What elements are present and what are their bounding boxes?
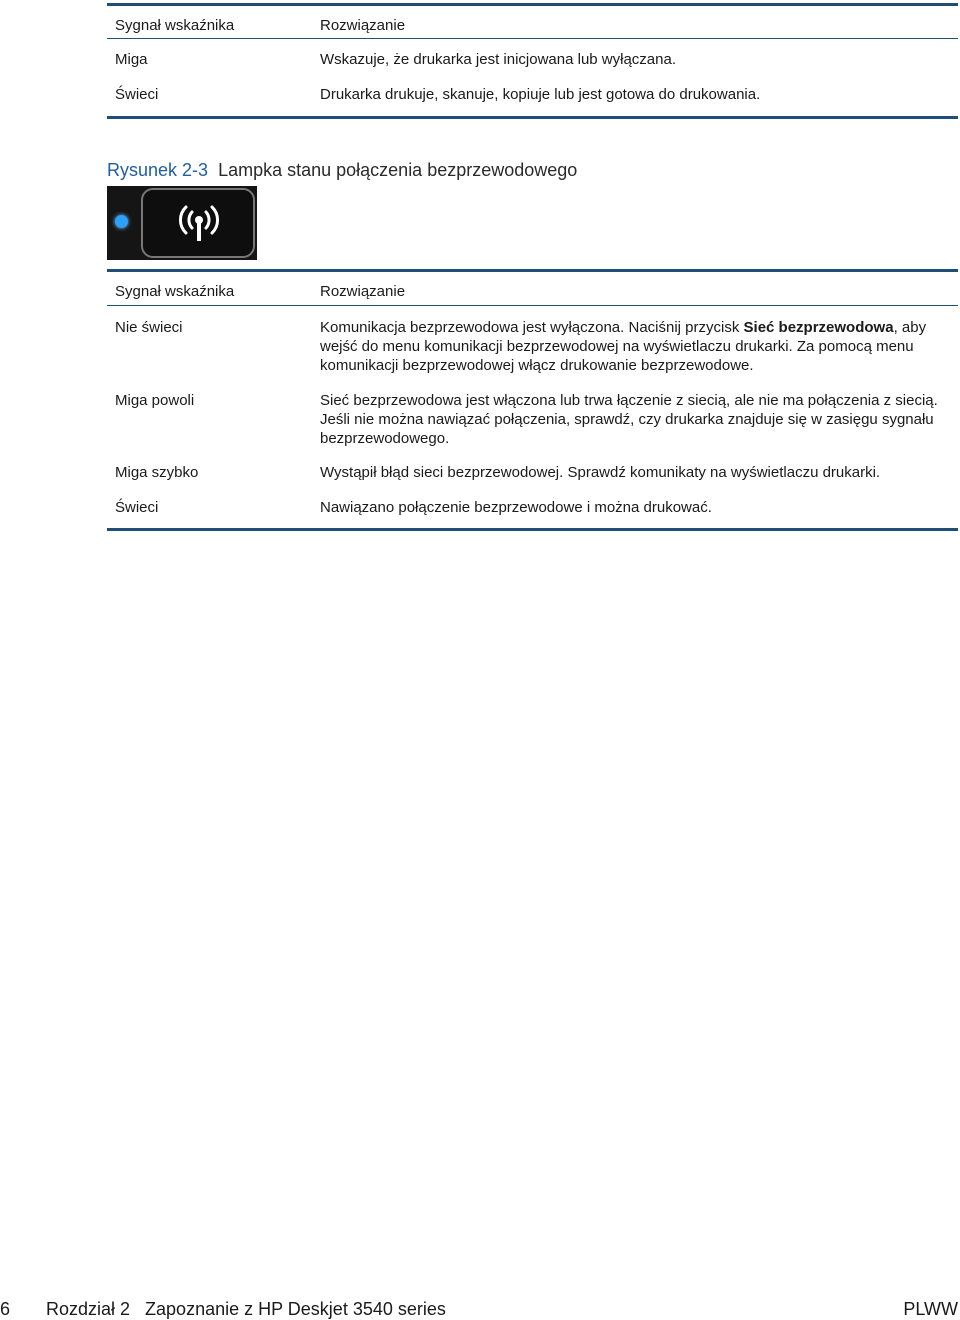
status-table-1 [107,3,958,119]
table-header-row [107,272,958,305]
header-solution: Rozwiązanie [320,17,406,34]
table-row [107,456,958,492]
signal-cell: Miga [115,51,148,68]
solution-text: , aby wejść do menu komunikacji bezprzewodowej na wyświetlaczu drukarki. Za pomocą menu komunikacji bezprzewodowej włącz drukowanie bezprzewodowe. [320,319,927,374]
table-row [107,39,958,75]
status-table-2 [107,269,958,531]
signal-cell: Świeci [115,86,159,103]
signal-cell: Nie świeci [115,319,183,336]
table-row [107,492,958,522]
language-code: PLWW [903,1299,958,1319]
table-row [107,381,958,456]
figure-caption [107,158,577,182]
solution-cell: Drukarka drukuje, skanuje, kopiuje lub jest gotowa do drukowania. [320,86,761,103]
status-led [115,215,128,228]
table-bottom-rule [107,116,958,119]
header-signal: Sygnał wskaźnika [115,17,235,34]
solution-cell: Sieć bezprzewodowa jest włączona lub trwa łączenie z siecią, ale nie ma połączenia z siecią. Jeśli nie można nawiązać połączenia, sprawdź, czy drukarka znajduje się w zasięgu sygnału bezprzewodowego. [320,392,938,447]
page-number: 6 [0,1299,11,1319]
header-signal: Sygnał wskaźnika [115,283,235,300]
chapter-title: Rozdział 2 Zapoznanie z HP Deskjet 3540 series [46,1299,446,1319]
table-header-row [107,6,958,38]
wireless-button [141,188,255,258]
solution-text: Komunikacja bezprzewodowa jest wyłączona. Naciśnij przycisk [320,319,744,336]
table-row [107,306,958,381]
solution-cell: Wskazuje, że drukarka jest inicjowana lub wyłączana. [320,51,676,68]
figure-number: Rysunek 2-3 [107,160,209,180]
solution-cell: Nawiązano połączenie bezprzewodowe i można drukować. [320,499,712,516]
solution-cell: Wystąpił błąd sieci bezprzewodowej. Sprawdź komunikaty na wyświetlaczu drukarki. [320,464,881,481]
figure-title: Lampka stanu połączenia bezprzewodowego [218,160,578,180]
wireless-button-name: Sieć bezprzewodowa [743,319,894,336]
signal-cell: Świeci [115,499,159,516]
signal-cell: Miga powoli [115,392,195,409]
wireless-icon [176,204,222,244]
wireless-light-figure [107,186,257,260]
header-solution: Rozwiązanie [320,283,406,300]
table-row [107,75,958,111]
signal-cell: Miga szybko [115,464,199,481]
table-bottom-rule [107,528,958,531]
solution-cell [320,318,958,375]
page-footer [0,1298,960,1320]
